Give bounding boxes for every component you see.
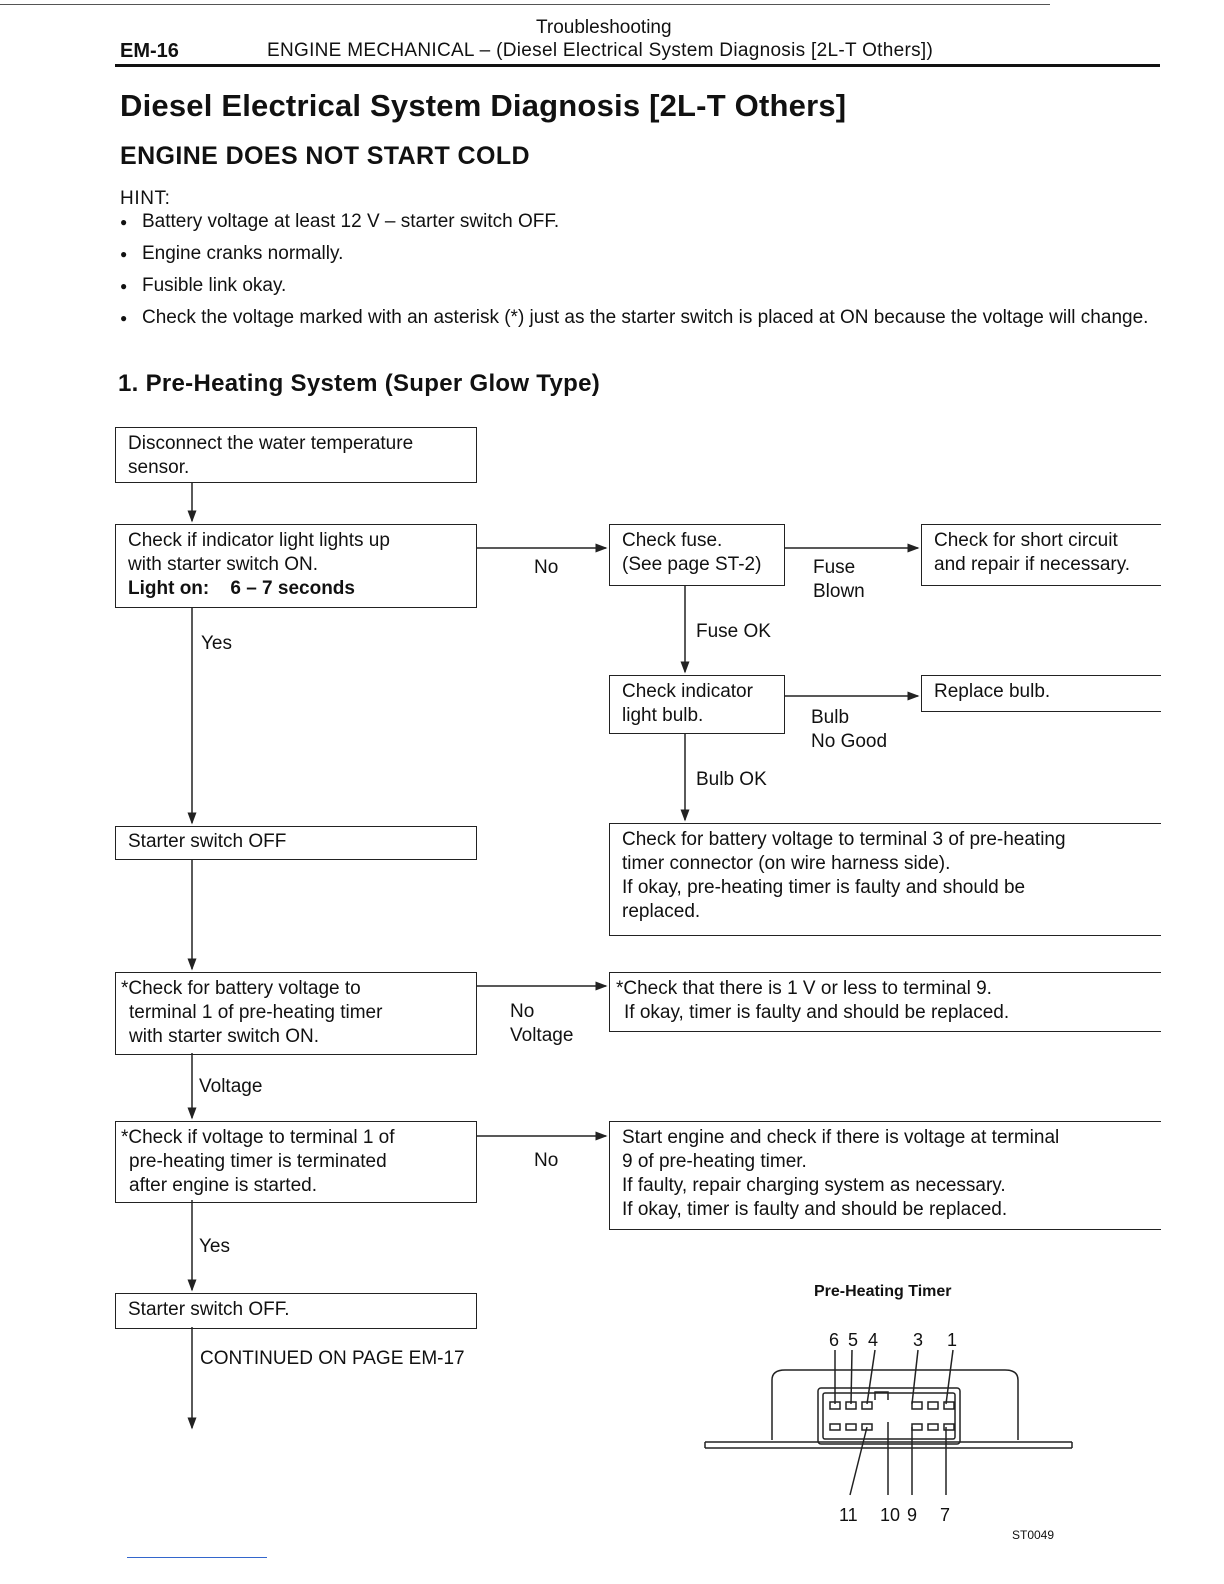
header-section: Troubleshooting [536, 17, 672, 38]
box-line: replaced. [622, 901, 701, 922]
box-line: If okay, timer is faulty and should be replaced. [622, 1199, 1008, 1220]
pin-label: 9 [907, 1505, 918, 1525]
edge-label-no: No [534, 557, 559, 578]
pin-label: 3 [913, 1330, 924, 1350]
box-line: and repair if necessary. [934, 554, 1131, 575]
box-line: Check for short circuit [934, 530, 1118, 551]
pre-heating-timer-connector [700, 1330, 1090, 1530]
box-line: terminal 1 of pre-heating timer [129, 1002, 383, 1023]
box-line: Check fuse. [622, 530, 723, 551]
pin-label: 6 [829, 1330, 840, 1350]
box-line: If okay, timer is faulty and should be replaced. [624, 1002, 1010, 1023]
step-check-bulb [609, 675, 785, 734]
box-line: timer connector (on wire harness side). [622, 853, 951, 874]
box-line: with starter switch ON. [128, 554, 319, 575]
edge-label-fuse-blown [813, 556, 865, 604]
box-line: after engine is started. [129, 1175, 317, 1196]
pin-label: 1 [947, 1330, 958, 1350]
edge-label-line: Fuse [813, 557, 856, 578]
edge-label-line: Voltage [510, 1025, 574, 1046]
box-line: Start engine and check if there is voltage at terminal [622, 1127, 1060, 1148]
pin-label: 4 [868, 1330, 879, 1350]
edge-label-no: No [534, 1150, 559, 1171]
edge-label-fuse-ok: Fuse OK [696, 621, 771, 642]
figure-title: Pre-Heating Timer [814, 1283, 952, 1300]
edge-label-line: Blown [813, 581, 865, 602]
continued-note: CONTINUED ON PAGE EM-17 [200, 1348, 465, 1369]
box-line: Check indicator [622, 681, 753, 702]
hint-label: HINT: [120, 188, 171, 209]
edge-label-line: No [510, 1001, 535, 1022]
hint-item: ● Battery voltage at least 12 V – starter switch OFF. [120, 210, 1160, 234]
page-subtitle: ENGINE DOES NOT START COLD [120, 142, 530, 170]
step-short-circuit [921, 524, 1161, 586]
box-line: 9 of pre-heating timer. [622, 1151, 807, 1172]
box-line: pre-heating timer is terminated [129, 1151, 387, 1172]
step-start-engine-check [609, 1121, 1161, 1230]
edge-label-yes: Yes [201, 633, 232, 654]
step-starter-off-1 [115, 826, 477, 860]
edge-label-bulb-ok: Bulb OK [696, 769, 767, 790]
step-replace-bulb [921, 675, 1161, 712]
box-line: Light on: 6 – 7 seconds [128, 578, 355, 599]
hint-item: ● Fusible link okay. [120, 274, 1160, 298]
edge-label-bulb-no-good [811, 706, 887, 754]
section-heading: 1. Pre-Heating System (Super Glow Type) [118, 370, 601, 397]
box-line: sensor. [128, 457, 190, 478]
box-line: Replace bulb. [934, 681, 1051, 702]
step-terminal-1-terminated [115, 1121, 477, 1203]
pin-label: 11 [839, 1505, 858, 1525]
edge-label-yes: Yes [199, 1236, 230, 1257]
step-battery-terminal-3 [609, 823, 1161, 936]
hint-item: ● Engine cranks normally. [120, 242, 1160, 266]
edge-label-line: Bulb [811, 707, 850, 728]
box-line: *Check that there is 1 V or less to terminal 9. [616, 978, 992, 999]
box-line: with starter switch ON. [129, 1026, 320, 1047]
edge-label-voltage: Voltage [199, 1076, 263, 1097]
box-line: Check for battery voltage to terminal 3 of pre-heating [622, 829, 1066, 850]
box-line: Disconnect the water temperature [128, 433, 414, 454]
top-scan-rule [0, 4, 1050, 5]
pin-label: 7 [940, 1505, 951, 1525]
edge-label-no-voltage [510, 1000, 573, 1048]
step-check-fuse [609, 524, 785, 586]
box-line: (See page ST-2) [622, 554, 762, 575]
running-title: ENGINE MECHANICAL – (Diesel Electrical System Diagnosis [2L-T Others]) [267, 40, 934, 61]
box-line: If faulty, repair charging system as necessary. [622, 1175, 1006, 1196]
step-terminal-9-check [609, 972, 1161, 1032]
figure-code: ST0049 [1012, 1528, 1055, 1542]
footer-rule [127, 1557, 267, 1558]
box-line: If okay, pre-heating timer is faulty and should be [622, 877, 1026, 898]
page-title: Diesel Electrical System Diagnosis [2L-T Others] [120, 88, 847, 123]
box-line: *Check if voltage to terminal 1 of [121, 1127, 395, 1148]
step-battery-terminal-1 [115, 972, 477, 1055]
step-starter-off-2 [115, 1293, 477, 1329]
box-line: Check if indicator light lights up [128, 530, 390, 551]
page-id: EM-16 [120, 40, 179, 62]
hint-list [120, 210, 1160, 338]
box-line: Starter switch OFF [128, 831, 287, 852]
box-line: Starter switch OFF. [128, 1299, 290, 1320]
step-check-indicator-light [115, 524, 477, 608]
box-line: light bulb. [622, 705, 704, 726]
pin-label: 10 [880, 1505, 901, 1525]
box-line: *Check for battery voltage to [121, 978, 361, 999]
header-rule [115, 64, 1160, 67]
edge-label-line: No Good [811, 731, 888, 752]
step-disconnect-sensor [115, 427, 477, 483]
hint-item: ● Check the voltage marked with an asterisk (*) just as the starter switch is placed at ON because the voltage will change. [120, 306, 1160, 330]
pin-label: 5 [848, 1330, 859, 1350]
